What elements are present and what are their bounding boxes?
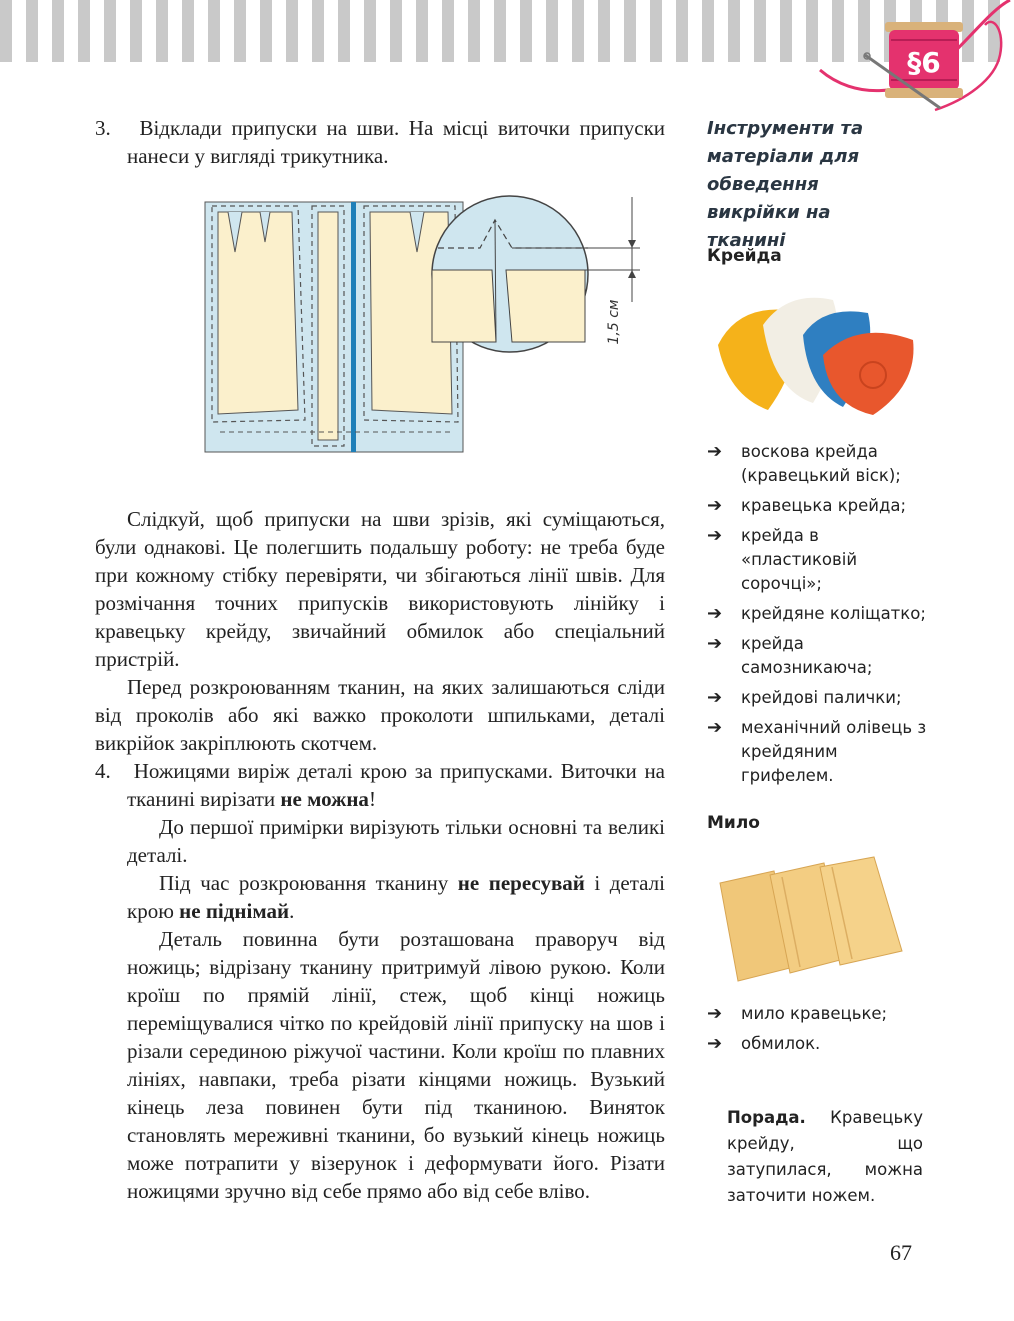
- chalk-list: [707, 440, 927, 794]
- tip-text: Кравецьку крейду, що затупилася, можна заточити ножем.: [727, 1108, 923, 1205]
- step-3-text: Відклади припуски на шви. На місці виточки припуски нанеси у вигляді трикутника.: [127, 116, 666, 168]
- list-item: [707, 686, 927, 710]
- paragraph-scissors: Деталь повинна бути розташована праворуч від ножиць; відрізану тканину притримуй лівою рукою. Коли кроїш по прямій лінії, стеж, щоб кінці ножиць переміщувалися чітко по крейдовій лінії припуску на шов і різали серединою ріжучої частини. Коли кроїш по плавних лініях, навпаки, треба різати кінцями ножиць. Вузький кінець леза повинен бути під тканиною. Виняток становлять мереживні тканини, бо вузький кінець ножиць може потрапити у візерунок і деформувати його. Різати ножицями зручно від себе прямо або від себе вліво.: [127, 927, 665, 1203]
- step-3: [95, 114, 665, 170]
- list-item: [707, 1032, 927, 1056]
- section-label: §6: [907, 46, 941, 79]
- soap-image: [712, 855, 910, 985]
- rule-text-c: .: [289, 899, 295, 923]
- list-item: [707, 524, 927, 596]
- arrow-right-icon: ➔: [707, 495, 723, 516]
- spool-section-badge: [815, 0, 1014, 115]
- arrow-right-icon: ➔: [707, 603, 723, 624]
- rule-emphasis-2: не піднімай: [179, 899, 290, 923]
- arrow-right-icon: ➔: [707, 1033, 723, 1054]
- step-4: [95, 757, 665, 813]
- list-item-text: крейда самозникаюча;: [741, 634, 873, 677]
- arrow-right-icon: ➔: [707, 633, 723, 654]
- list-item-text: обмилок.: [741, 1034, 821, 1053]
- list-item: [707, 632, 927, 680]
- soap-list: [707, 1002, 927, 1062]
- list-item-text: воскова крейда (кравецький віск);: [741, 442, 901, 485]
- list-item-text: механічний олівець з крейдяним грифелем.: [741, 718, 927, 785]
- arrow-right-icon: ➔: [707, 687, 723, 708]
- paragraph-tape: Перед розкроюванням тканин, на яких залишаються сліди від проколів або які важко проколоти шпильками, деталі викрійок закріплюють скотчем.: [95, 675, 665, 755]
- rule-emphasis-1: не пересувай: [457, 871, 585, 895]
- soap-heading: Мило: [707, 813, 760, 833]
- rule-text-b: і деталі крою: [127, 871, 665, 923]
- list-item: [707, 602, 927, 626]
- chalk-image: [708, 285, 923, 420]
- arrow-right-icon: ➔: [707, 441, 723, 462]
- step-4-text: Ножицями виріж деталі крою за припусками. Виточки на тканині вирізати: [127, 759, 666, 811]
- list-item-text: крейдяне коліщатко;: [741, 604, 926, 623]
- list-item-text: крейдові палички;: [741, 688, 902, 707]
- tip-label: Порада.: [727, 1108, 806, 1127]
- arrow-right-icon: ➔: [707, 525, 723, 546]
- list-item: [707, 716, 927, 788]
- paragraph-cutting-rules: [95, 869, 665, 925]
- measurement-label: 1,5 см: [606, 299, 622, 345]
- list-item-text: мило кравецьке;: [741, 1004, 888, 1023]
- sidebar-title: Інструменти та матеріали для обведення викрійки на тканині: [707, 118, 864, 251]
- list-item: [707, 1002, 927, 1026]
- step-4-number: 4.: [95, 759, 111, 783]
- step-4-end: !: [368, 787, 376, 811]
- arrow-right-icon: ➔: [707, 1003, 723, 1024]
- tip-box: [727, 1105, 923, 1209]
- step-4-emphasis: не можна: [280, 787, 369, 811]
- paragraph-first-fitting: До першої примірки вирізують тільки основні та великі деталі.: [127, 815, 665, 867]
- step-3-number: 3.: [95, 116, 111, 140]
- list-item: [707, 494, 927, 518]
- arrow-right-icon: ➔: [707, 717, 723, 738]
- list-item-text: крейда в «пластиковій сорочці»;: [741, 526, 858, 593]
- pattern-layout-figure: [200, 192, 650, 462]
- rule-text-a: Під час розкроювання тканину: [159, 871, 458, 895]
- chalk-heading: Крейда: [707, 246, 782, 266]
- paragraph-seam-allowance: Слідкуй, щоб припуски на шви зрізів, які суміщаються, були однакові. Це полегшить подальшу роботу: не треба буде при кожному стібку перевіряти, чи збігаються лінії швів. Для розмічання точних припусків використовують лінійку і кравецьку крейду, звичайний обмилок або спеціальний пристрій.: [95, 507, 665, 671]
- page-number: 67: [890, 1240, 912, 1265]
- list-item: [707, 440, 927, 488]
- list-item-text: кравецька крейда;: [741, 496, 907, 515]
